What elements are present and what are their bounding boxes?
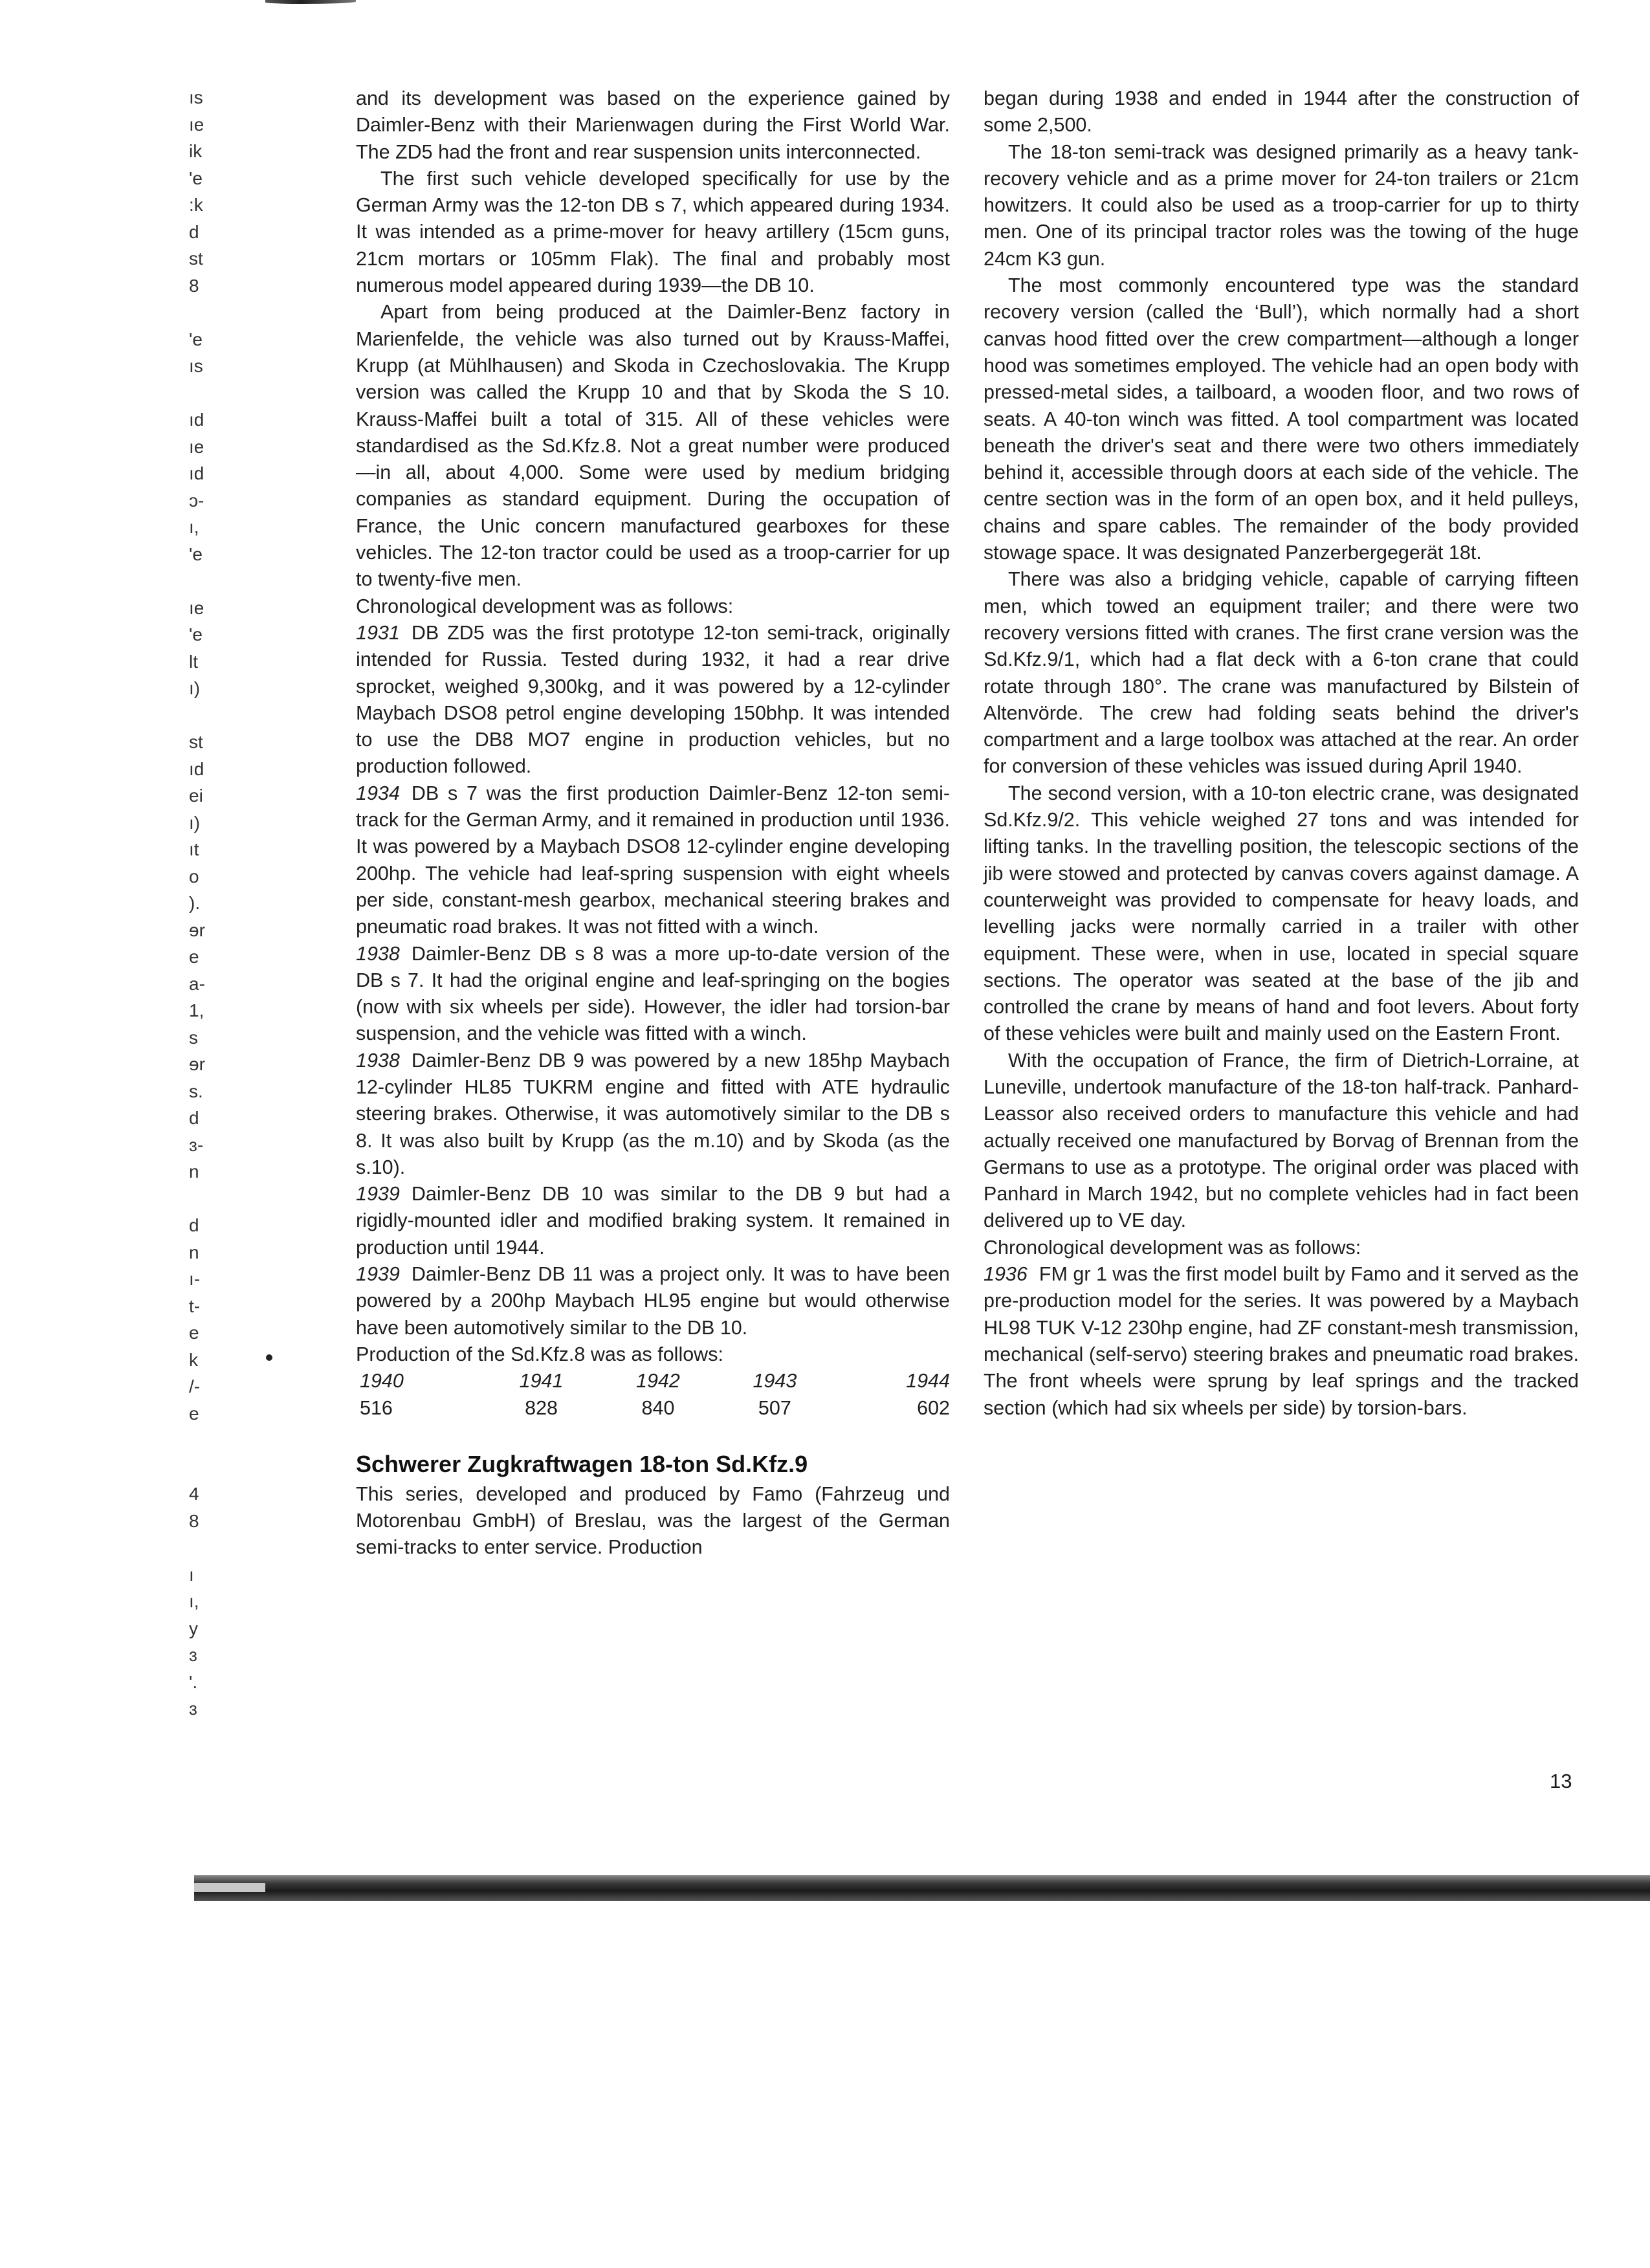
margin-fragment: k	[189, 1349, 198, 1370]
entry-text: FM gr 1 was the first model built by Famo and it served as the pre-production model for the series. It was powered by a Maybach HL98 TUK V-12 230hp engine, had ZF constant-mesh transmission, mechanical (self-servo) steering brakes and pneumatic road brakes. The front wheels were sprung by leaf springs and the tracked section (which had six wheels per side) by torsion-bars.	[984, 1263, 1579, 1419]
margin-fragment: 1,	[189, 1000, 204, 1020]
paragraph: The second version, with a 10-ton electric crane, was designated Sd.Kfz.9/2. This vehicle weighed 27 tons and was intended for lifting tanks. In the travelling position, the telescopic sections of the jib were stowed and protected by canvas covers against damage. A counterweight was provided to compensate for heavy loads, and levelling jacks were normally carried in a trailer with other equipment. These were, when in use, located in special square sections. The operator was seated at the base of the jib and controlled the crane by means of hand and foot levers. About forty of these vehicles were built and mainly used on the Eastern Front.	[984, 782, 1579, 1045]
margin-fragment: 8	[189, 275, 199, 296]
paragraph: The most commonly encountered type was the standard recovery version (called the ‘Bull’), which normally had a short canvas hood fitted over the crew compartment—although a longer hood was sometimes employed. The vehicle had an open body with pressed-metal sides, a tailboard, a wooden floor, and two rows of seats. A 40-ton winch was fitted. A tool compartment was located beneath the driver's seat and there were two others immediately behind it, accessible through doors at each side of the vehicle. The centre section was in the form of an open box, and it held pulleys, chains and spare cables. The remainder of the body provided stowage space. It was designated Panzerbergegerät 18t.	[984, 274, 1579, 564]
production-heading: Production of the Sd.Kfz.8 was as follows:	[356, 1343, 723, 1365]
year-cell: 1944	[906, 1370, 950, 1393]
chronology-entry	[356, 1048, 950, 1181]
value-cell: 602	[917, 1396, 950, 1419]
entry-text: Daimler-Benz DB 11 was a project only. It was to have been powered by a 200hp Maybach HL95 engine but would otherwise have been automotively similar to the DB 10.	[356, 1263, 950, 1339]
margin-fragment	[189, 1427, 221, 1454]
margin-fragment: d	[189, 1215, 199, 1235]
margin-fragment: ıe	[189, 597, 204, 618]
margin-fragment: t-	[189, 1295, 201, 1316]
margin-fragment: 'e	[189, 329, 203, 349]
chronology-heading: Chronological development was as follows:	[984, 1236, 1361, 1259]
margin-fragment: s	[189, 1027, 198, 1048]
chronology-entry	[356, 620, 950, 780]
entry-text: DB ZD5 was the first prototype 12-ton semi-track, originally intended for Russia. Tested during 1932, it had a rear drive sprocket, weighed 9,300kg, and it was powered by a 12-cylinder Maybach DSO8 petrol engine developing 150bhp. It was intended to use the DB8 MO7 engine in production vehicles, but no production followed.	[356, 621, 950, 778]
margin-fragment: '.	[189, 1671, 198, 1692]
year-cell: 1942	[636, 1370, 680, 1393]
margin-fragment	[189, 567, 221, 595]
adjacent-page-bleed-text	[189, 84, 221, 1723]
year-cell: 1941	[519, 1370, 564, 1393]
margin-fragment: ıt	[189, 839, 199, 859]
margin-fragment: ı-	[189, 1269, 201, 1289]
margin-fragment: n	[189, 1162, 199, 1182]
margin-fragment: ıe	[189, 436, 204, 457]
margin-fragment	[189, 380, 221, 407]
entry-text: Daimler-Benz DB 10 was similar to the DB 9 but had a rigidly-mounted idler and modified braking system. It remained in production until 1944.	[356, 1183, 950, 1259]
entry-text: Daimler-Benz DB s 8 was a more up-to-date version of the DB s 7. It had the original engine and leaf-springing on the bogies (now with six wheels per side). However, the idler had torsion-bar suspension, and the vehicle was fitted with a winch.	[356, 942, 950, 1045]
paragraph: The 18-ton semi-track was designed primarily as a heavy tank-recovery vehicle and as a prime mover for 24-ton trailers or 21cm howitzers. It could also be used as a troop-carrier for up to thirty men. One of its principal tractor roles was the towing of the huge 24cm K3 gun.	[984, 140, 1579, 270]
margin-fragment: /-	[189, 1376, 201, 1396]
entry-text: DB s 7 was the first production Daimler-Benz 12-ton semi-track for the German Army, and it remained in production until 1936. It was powered by a Maybach DSO8 12-cylinder engine developing 200hp. The vehicle had leaf-spring suspension with eight wheels per side, constant-mesh gearbox, mechanical steering brakes and pneumatic road brakes. It was not fitted with a winch.	[356, 782, 950, 938]
margin-fragment: 'e	[189, 168, 203, 188]
entry-year: 1938	[356, 942, 400, 965]
production-values-row	[356, 1395, 950, 1422]
margin-fragment: d	[189, 1108, 199, 1128]
entry-year: 1934	[356, 782, 400, 804]
value-cell: 516	[360, 1396, 393, 1419]
margin-fragment: ı)	[189, 678, 201, 698]
entry-year: 1931	[356, 621, 400, 644]
margin-fragment: n	[189, 1242, 199, 1262]
chronology-entry	[984, 1261, 1579, 1422]
margin-fragment: ıs	[189, 87, 203, 107]
margin-fragment	[189, 702, 221, 729]
margin-fragment: ).	[189, 893, 201, 913]
margin-fragment: ɜ	[189, 1645, 197, 1665]
margin-fragment: a-	[189, 973, 205, 994]
margin-fragment: 'e	[189, 544, 203, 564]
chronology-entry	[356, 941, 950, 1048]
margin-fragment: st	[189, 248, 203, 269]
chronology-heading: Chronological development was as follows:	[356, 595, 734, 617]
entry-year: 1936	[984, 1263, 1028, 1286]
text-column-right	[984, 85, 1579, 1422]
year-cell: 1943	[753, 1370, 797, 1393]
margin-fragment: ɜ-	[189, 1134, 204, 1155]
entry-year: 1938	[356, 1049, 400, 1072]
margin-fragment: ıd	[189, 410, 204, 430]
production-table	[356, 1368, 950, 1422]
chronology-entry	[356, 1261, 950, 1341]
margin-fragment: ɘr	[189, 919, 205, 940]
year-cell: 1940	[360, 1370, 404, 1393]
text-column-left	[356, 85, 950, 1561]
paragraph: There was also a bridging vehicle, capable of carrying fifteen men, which towed an equipment trailer; and there were two recovery versions fitted with cranes. The first crane version was the Sd.Kfz.9/1, which had a flat deck with a 6-ton crane that could rotate through 180°. The crane was manufactured by Bilstein of Altenvörde. The crew had folding seats behind the driver's compartment and a large toolbox was attached at the rear. An order for conversion of these vehicles was issued during April 1940.	[984, 568, 1579, 778]
margin-fragment: ik	[189, 141, 203, 161]
margin-fragment	[189, 1454, 221, 1481]
margin-fragment	[189, 1185, 221, 1213]
value-cell: 828	[525, 1396, 558, 1419]
paragraph: The first such vehicle developed specifically for use by the German Army was the 12-ton DB s 7, which appeared during 1934. It was intended as a prime-mover for heavy artillery (15cm guns, 21cm mortars or 105mm Flak). The final and probably most numerous model appeared during 1939—the DB 10.	[356, 167, 950, 297]
margin-fragment: 8	[189, 1510, 199, 1531]
margin-fragment: ıe	[189, 114, 204, 135]
margin-fragment: 4	[189, 1484, 199, 1504]
margin-fragment: ei	[189, 786, 203, 806]
paragraph: Apart from being produced at the Daimler-Benz factory in Marienfelde, the vehicle was also turned out by Krauss-Maffei, Krupp (at Mühlhausen) and Skoda in Czechoslovakia. The Krupp version was called the Krupp 10 and that by Skoda the S 10. Krauss-Maffei built a total of 315. All of these vehicles were standardised as the Sd.Kfz.8. Not a great number were produced —in all, about 4,000. Some were used by medium bridging companies as standard equipment. During the occupation of France, the Unic concern manufactured gearboxes for these vehicles. The 12-ton tractor could be used as a troop-carrier for up to twenty-five men.	[356, 301, 950, 591]
margin-fragment: ıs	[189, 356, 203, 376]
margin-fragment: e	[189, 947, 199, 967]
section-heading: Schwerer Zugkraftwagen 18-ton Sd.Kfz.9	[356, 1450, 808, 1477]
margin-fragment: e	[189, 1403, 199, 1424]
margin-fragment: ɜ	[189, 1699, 197, 1719]
scan-edge-bar	[194, 1875, 1650, 1901]
margin-fragment: ı,	[189, 1591, 199, 1611]
production-years-row	[356, 1368, 950, 1394]
margin-fragment: ɘr	[189, 1054, 205, 1074]
margin-fragment: o	[189, 866, 199, 886]
margin-fragment: ıd	[189, 463, 204, 483]
value-cell: 507	[758, 1396, 791, 1419]
margin-fragment: s.	[189, 1081, 203, 1101]
margin-fragment: :k	[189, 195, 203, 215]
paragraph: began during 1938 and ended in 1944 after the construction of some 2,500.	[984, 87, 1579, 137]
chronology-entry	[356, 1181, 950, 1261]
margin-fragment: y	[189, 1618, 198, 1638]
margin-fragment	[189, 1534, 221, 1561]
margin-fragment: d	[189, 221, 199, 242]
margin-fragment	[189, 299, 221, 326]
margin-fragment: ı,	[189, 517, 199, 537]
margin-fragment: st	[189, 732, 203, 752]
paragraph: and its development was based on the experience gained by Daimler-Benz with their Marienwagen during the First World War. The ZD5 had the front and rear suspension units interconnected.	[356, 87, 950, 163]
bullet-mark	[266, 1354, 272, 1361]
entry-year: 1939	[356, 1263, 400, 1286]
chronology-entry	[356, 780, 950, 941]
paragraph: This series, developed and produced by Famo (Fahrzeug und Motorenbau GmbH) of Breslau, was the largest of the German semi-tracks to enter service. Production	[356, 1482, 950, 1559]
value-cell: 840	[641, 1396, 675, 1419]
margin-fragment: lt	[189, 651, 198, 672]
entry-text: Daimler-Benz DB 9 was powered by a new 185hp Maybach 12-cylinder HL85 TUKRM engine and fitted with ATE hydraulic steering brakes. Otherwise, it was automotively similar to the DB s 8. It was also built by Krupp (as the m.10) and by Skoda (as the s.10).	[356, 1049, 950, 1178]
scan-artifact-top	[265, 0, 356, 4]
margin-fragment: ıd	[189, 758, 204, 779]
margin-fragment: 'e	[189, 624, 203, 644]
entry-year: 1939	[356, 1183, 400, 1206]
margin-fragment: ı	[189, 1564, 194, 1585]
margin-fragment: e	[189, 1323, 199, 1343]
margin-fragment: ı)	[189, 812, 201, 833]
margin-fragment: ɔ-	[189, 490, 204, 511]
paragraph: With the occupation of France, the firm of Dietrich-Lorraine, at Luneville, undertook manufacture of the 18-ton half-track. Panhard-Leassor also received orders to manufacture this vehicle and had actually received one manufactured by Borvag of Brennan from the Germans to use as a prototype. The original order was placed with Panhard in March 1942, but no complete vehicles had in fact been delivered up to VE day.	[984, 1049, 1579, 1232]
page-number: 13	[1550, 1770, 1572, 1792]
